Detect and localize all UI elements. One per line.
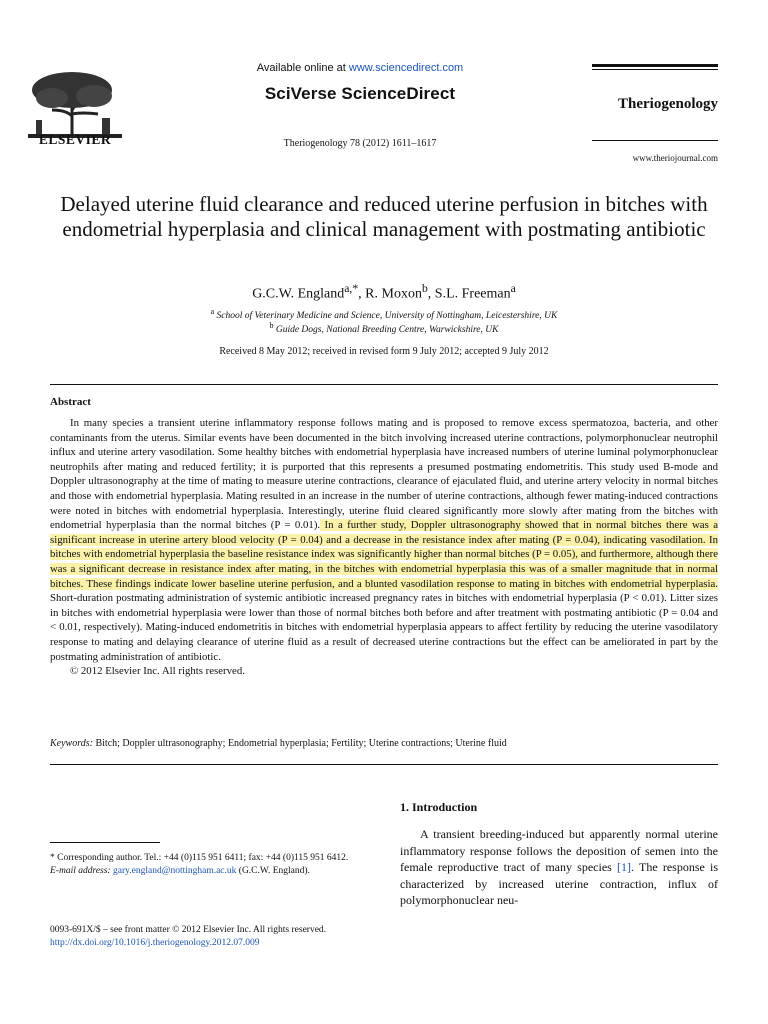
- article-title: Delayed uterine fluid clearance and reduced uterine perfusion in bitches with endometrial hyperplasia and clinical management with postmating antibiotic: [60, 192, 708, 241]
- journal-rule-thick: [592, 64, 718, 67]
- affiliation-text: School of Veterinary Medicine and Science, University of Nottingham, Leicestershire, UK: [216, 311, 558, 322]
- abstract-heading: Abstract: [50, 396, 91, 408]
- highlighted-text[interactable]: In a further study, Doppler ultrasonography showed that in normal bitches there was a significant increase in uterine artery blood velocity (P = 0.04) and a decrease in the resistance index after mating (P = 0.04), indicating vasodilation. In bitches with endometrial hyperplasia the baseline resistance index was significantly higher than normal bitches (P = 0.05), and furthermore, although there was a significant decrease in resistance index after mating, in the bitches with endometrial hyperplasia this was of a smaller magnitude that in normal bitches. These findings indicate lower baseline uterine perfusion, and a blunted vasodilation response to mating in bitches with endometrial hyperplasia.: [50, 519, 718, 590]
- issn-line: 0093-691X/$ – see front matter © 2012 Elsevier Inc. All rights reserved.: [50, 925, 327, 935]
- email-link[interactable]: gary.england@nottingham.ac.uk: [112, 866, 237, 876]
- affiliation-mark: b: [269, 321, 274, 330]
- corresponding-author-contact: * Corresponding author. Tel.: +44 (0)115 951 6411; fax: +44 (0)115 951 6412.: [50, 853, 349, 863]
- intro-text: A transient breeding-induced but apparently normal uterine inflammatory response follows the deposition of semen into the female reproductive tract of many species: [400, 827, 718, 875]
- affiliation: [40, 307, 728, 321]
- author-name: R. Moxon: [365, 286, 422, 302]
- affiliation-mark: a: [210, 307, 215, 316]
- author-name: S.L. Freeman: [434, 286, 511, 302]
- keywords-label: Keywords:: [50, 738, 93, 749]
- journal-url[interactable]: www.theriojournal.com: [632, 153, 718, 163]
- footnote-rule: [50, 842, 160, 843]
- journal-rule-thin: [592, 69, 718, 70]
- publisher-name: ELSEVIER: [38, 132, 112, 147]
- sciencedirect-link[interactable]: www.sciencedirect.com: [348, 62, 464, 74]
- corresponding-author-footnote: [50, 852, 368, 878]
- keywords: [50, 738, 718, 749]
- journal-name: Theriogenology: [618, 96, 718, 112]
- doi-link[interactable]: http://dx.doi.org/10.1016/j.theriogenology.2012.07.009: [50, 938, 260, 948]
- introduction-paragraph: [400, 826, 718, 909]
- citation-reference-link[interactable]: [1]: [617, 860, 632, 875]
- abstract-text: In many species a transient uterine inflammatory response follows mating and is proposed to remove excess spermatozoa, bacteria, and other contaminants from the uterus. Similar events have been documented in the bitch involving increased uterine contractions, polymorphonuclear neutrophil influx and uterine artery vasodilation. Some healthy bitches with endometrial hyperplasia have increased numbers of uterine luminal polymorphonuclear neutrophils after mating and reduced fertility; it is purported that this represents a presumed postmating endometritis. This study used B-mode and Doppler ultrasonography at the time of mating to measure uterine contractions, clearance of ejaculated fluid, and uterine artery velocity in normal bitches and those with endometrial hyperplasia. Mating resulted in an increase in the number of uterine contractions, although fewer mating-induced contractions were noted in bitches with endometrial hyperplasia. Interestingly, uterine fluid cleared significantly more slowly after mating from the bitches with endometrial hyperplasia than the normal bitches (P = 0.01).: [50, 417, 718, 532]
- availability-line: [200, 62, 520, 74]
- received-dates: Received 8 May 2012; received in revised form 9 July 2012; accepted 9 July 2012: [219, 346, 549, 357]
- intro-text-continued: . The response is characterized by increased uterine contraction, influx of polymorphonuclear neu-: [400, 860, 718, 908]
- author-list: G.C.W. England$^{a,*}$, R. Moxon$^b$, S.L. Freeman$^a$: [252, 282, 516, 302]
- abstract-copyright: © 2012 Elsevier Inc. All rights reserved.: [70, 665, 245, 678]
- platform-name: SciVerse ScienceDirect: [264, 84, 456, 103]
- author-superscript: b: [421, 282, 428, 295]
- abstract-text-continued: Short-duration postmating administration of systemic antibiotic increased pregnancy rates in bitches with endometrial hyperplasia (P < 0.01). Litter sizes in bitches with endometrial hyperplasia were lower than those of normal bitches both before and after treatment with postmating antibiotic (P = 0.04 and < 0.01, respectively). Mating-induced endometritis in bitches with endometrial hyperplasia appears to affect fertility by reducing the uterine vasodilatory response to mating and delaying clearance of uterine fluid as a result of decreased uterine contractions but the effect can be ameliorated in part by the postmating administration of antibiotic.: [50, 592, 718, 663]
- abstract-body: [50, 416, 718, 679]
- journal-rule-lower: [592, 140, 718, 141]
- affiliation: [40, 321, 728, 335]
- affiliation-text: Guide Dogs, National Breeding Centre, Warwickshire, UK: [275, 325, 499, 336]
- email-suffix: (G.C.W. England).: [236, 866, 310, 876]
- section-heading-introduction: 1. Introduction: [400, 800, 478, 814]
- author-superscript: a,*: [344, 282, 359, 295]
- author-superscript: a: [510, 282, 516, 295]
- journal-citation: Theriogenology 78 (2012) 1611–1617: [283, 138, 437, 149]
- front-matter: [50, 924, 410, 950]
- email-label: E-mail address:: [50, 866, 111, 876]
- abstract-bottom-rule: [50, 764, 718, 765]
- keywords-list: Bitch; Doppler ultrasonography; Endometrial hyperplasia; Fertility; Uterine contractions; Uterine fluid: [92, 738, 507, 749]
- abstract-paragraph: [50, 416, 718, 664]
- abstract-top-rule: [50, 384, 718, 385]
- author-name: G.C.W. England: [252, 286, 345, 302]
- availability-prefix: Available online at: [256, 62, 349, 74]
- email-line: [50, 865, 368, 878]
